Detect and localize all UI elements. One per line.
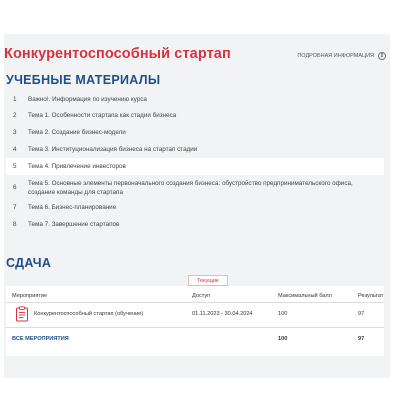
materials-heading: УЧЕБНЫЕ МАТЕРИАЛЫ bbox=[6, 73, 161, 87]
event-link[interactable]: Конкурентоспособный стартап (обучение) bbox=[34, 311, 144, 317]
material-item-3[interactable] bbox=[6, 124, 384, 141]
material-number: 2 bbox=[13, 112, 17, 119]
submission-table bbox=[6, 286, 384, 356]
material-label: Тема 7. Завершение стартапов bbox=[28, 221, 120, 228]
material-item-6[interactable] bbox=[6, 175, 384, 199]
material-number: 1 bbox=[13, 96, 17, 103]
divider bbox=[6, 327, 384, 328]
submission-heading: СДАЧА bbox=[6, 256, 52, 270]
material-label: Тема 6. Бизнес-планирование bbox=[28, 204, 117, 211]
column-header-event: Мероприятие bbox=[12, 293, 48, 299]
all-events-label: ВСЕ МЕРОПРИЯТИЯ bbox=[12, 336, 69, 342]
material-label: Тема 4. Привлечение инвесторов bbox=[28, 163, 126, 170]
document-icon bbox=[15, 306, 29, 322]
event-result: 97 bbox=[358, 311, 365, 317]
material-number: 6 bbox=[13, 184, 17, 191]
column-header-max-score: Максимальный балл bbox=[278, 293, 332, 299]
material-number: 4 bbox=[13, 146, 17, 153]
total-result: 97 bbox=[358, 336, 365, 342]
material-item-2[interactable] bbox=[6, 108, 384, 124]
material-item-5[interactable] bbox=[6, 158, 384, 175]
materials-list bbox=[6, 92, 384, 233]
material-number: 7 bbox=[13, 204, 17, 211]
tab-current[interactable]: Текущие bbox=[188, 275, 228, 286]
course-title: Конкурентоспособный стартап bbox=[4, 46, 231, 62]
material-item-4[interactable] bbox=[6, 141, 384, 158]
material-item-1[interactable] bbox=[6, 92, 384, 108]
material-label: Тема 3. Институционализация бизнеса на стартап стадии bbox=[28, 146, 198, 153]
info-icon: I bbox=[378, 52, 386, 60]
material-label: Тема 5. Основные элементы первоначального создания бизнеса: обустройство предпринимательского офиса, создание команды для стартапа bbox=[28, 180, 353, 196]
column-header-access: Доступ bbox=[192, 293, 211, 299]
material-label: Важно!. Информация по изучению курса bbox=[28, 96, 147, 103]
event-access: 01.11.2023 - 30.04.2024 bbox=[192, 311, 253, 317]
divider bbox=[6, 302, 384, 303]
material-label: Тема 2. Создание бизнес-модели bbox=[28, 129, 126, 136]
material-number: 8 bbox=[13, 221, 17, 228]
material-label: Тема 1. Особенности стартапа как стадии бизнеса bbox=[28, 112, 177, 119]
details-label: ПОДРОБНАЯ ИНФОРМАЦИЯ bbox=[297, 53, 374, 59]
material-item-8[interactable] bbox=[6, 216, 384, 233]
material-number: 3 bbox=[13, 129, 17, 136]
column-header-result: Результат bbox=[358, 293, 384, 299]
total-max-score: 100 bbox=[278, 336, 288, 342]
event-max-score: 100 bbox=[278, 311, 288, 317]
material-item-7[interactable] bbox=[6, 199, 384, 216]
details-link[interactable] bbox=[297, 52, 386, 60]
material-number: 5 bbox=[13, 163, 17, 170]
